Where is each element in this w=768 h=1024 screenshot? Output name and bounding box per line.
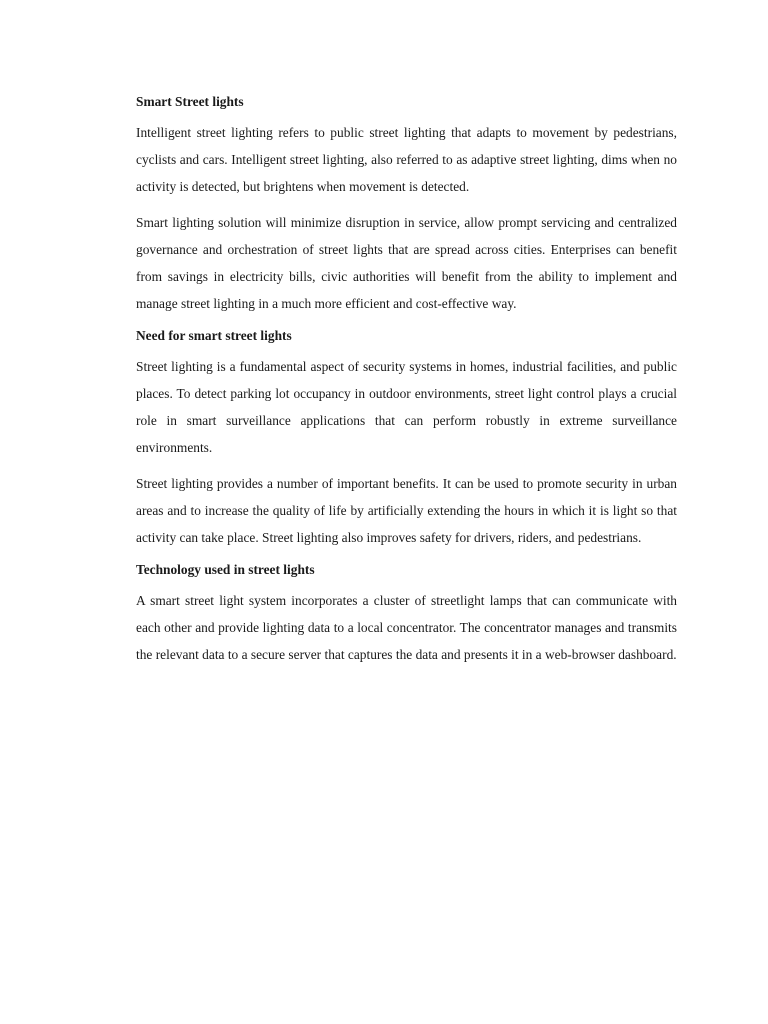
section-need-for-smart-street-lights [136,326,677,551]
section-heading: Smart Street lights [136,94,244,109]
paragraph: A smart street light system incorporates a cluster of streetlight lamps that can communicate with each other and provide lighting data to a local concentrator. The concentrator manages and transmits the relevant data to a secure server that captures the data and presents it in a web-browser dashboard. [136,593,677,662]
section-heading: Need for smart street lights [136,328,292,343]
paragraph: Smart lighting solution will minimize disruption in service, allow prompt servicing and centralized governance and orchestration of street lights that are spread across cities. Enterprises can benefit from savings in electricity bills, civic authorities will benefit from the ability to implement and manage street lighting in a much more efficient and cost-effective way. [136,215,677,311]
document-page [136,92,677,677]
section-technology-used [136,560,677,668]
section-smart-street-lights [136,92,677,317]
paragraph: Street lighting is a fundamental aspect of security systems in homes, industrial facilities, and public places. To detect parking lot occupancy in outdoor environments, street light control plays a crucial role in smart surveillance applications that can perform robustly in extreme surveillance environments. [136,359,677,455]
paragraph: Street lighting provides a number of important benefits. It can be used to promote security in urban areas and to increase the quality of life by artificially extending the hours in which it is light so that activity can take place. Street lighting also improves safety for drivers, riders, and pedestrians. [136,476,677,545]
section-heading: Technology used in street lights [136,562,315,577]
paragraph: Intelligent street lighting refers to public street lighting that adapts to movement by pedestrians, cyclists and cars. Intelligent street lighting, also referred to as adaptive street lighting, dims when no activity is detected, but brightens when movement is detected. [136,125,677,194]
